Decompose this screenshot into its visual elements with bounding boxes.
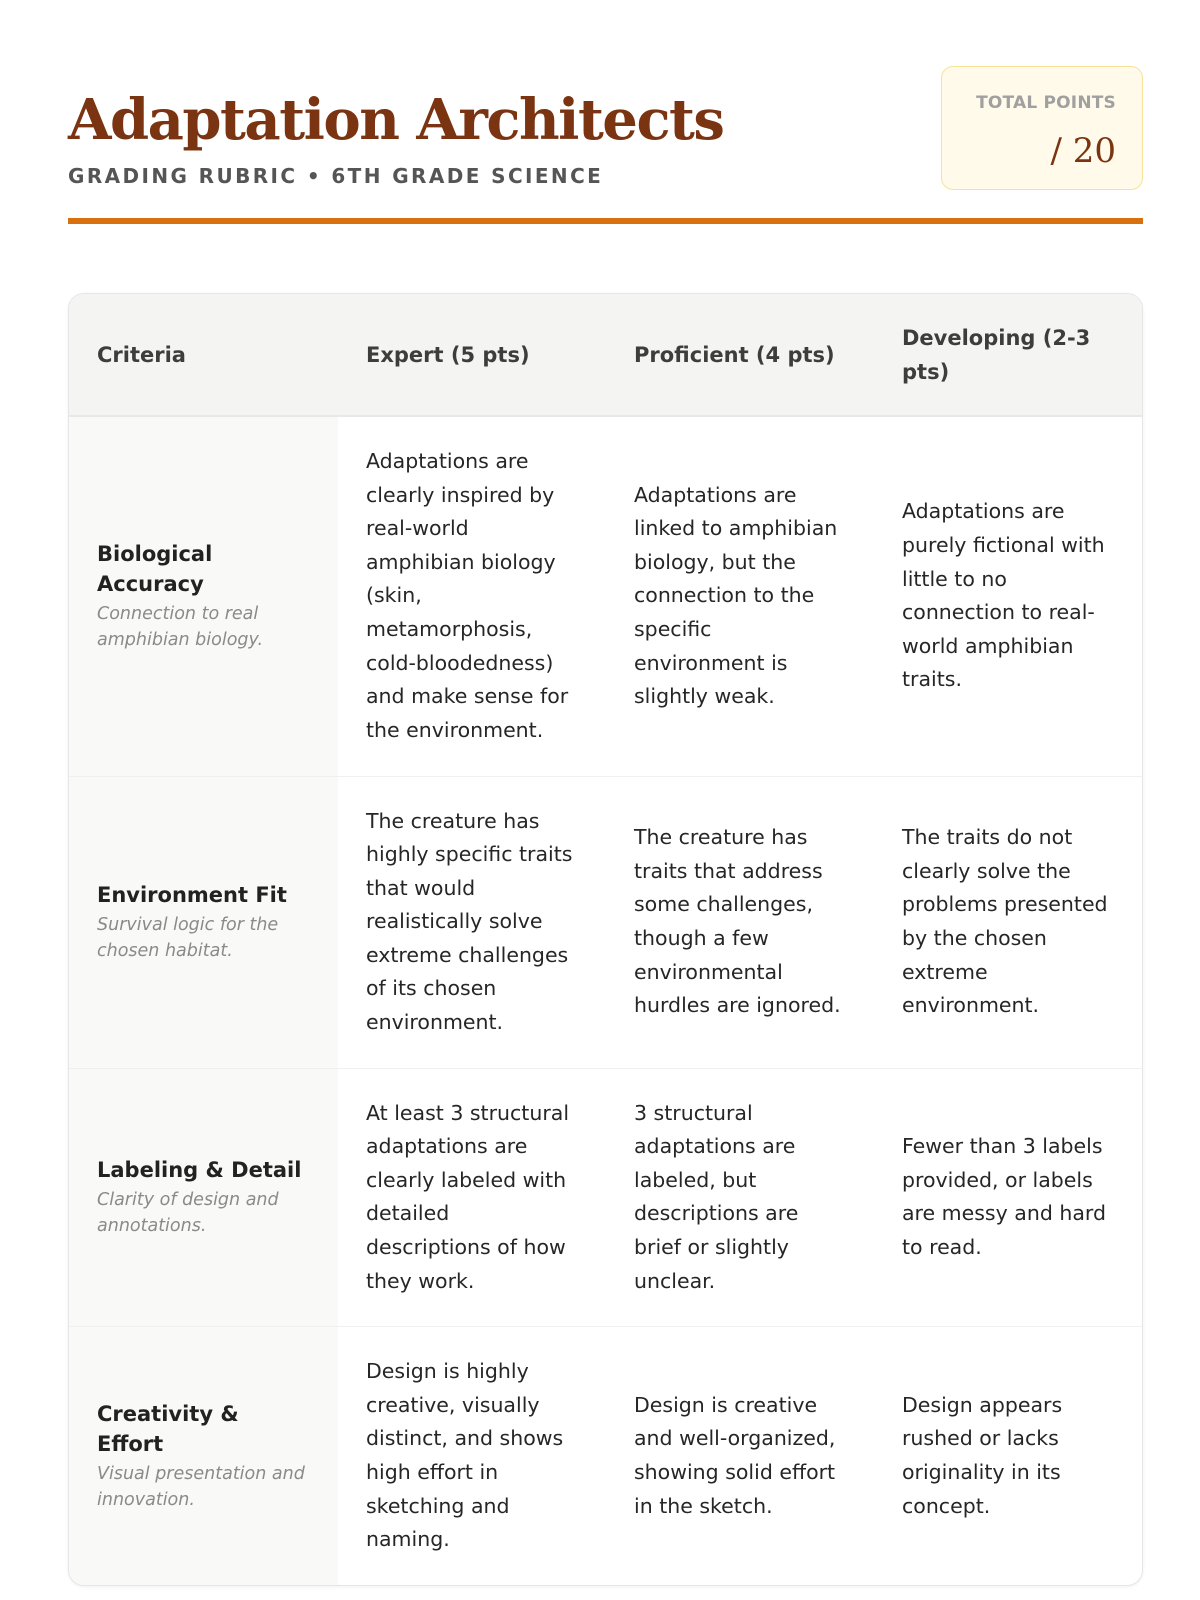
page-subtitle: GRADING RUBRIC • 6TH GRADE SCIENCE	[68, 164, 604, 188]
expert-cell: At least 3 structural adaptations are clearly labeled with detailed descriptions of how they work.	[338, 1068, 606, 1327]
table-row	[69, 1068, 1143, 1327]
criterion-cell	[69, 1327, 338, 1585]
total-points-box	[941, 66, 1143, 190]
total-points-value: / 20	[1050, 131, 1116, 171]
expert-cell: Design is highly creative, visually distinct, and shows high effort in sketching and naming.	[366, 1359, 564, 1552]
table-header-row	[69, 294, 1143, 416]
table-row	[69, 776, 1143, 1068]
criterion-cell	[69, 776, 338, 1068]
total-points-label: TOTAL POINTS	[976, 93, 1116, 113]
criterion-description: Connection to real amphibian biology.	[97, 604, 264, 651]
proficient-cell: Design is creative and well-organized, showing solid effort in the sketch.	[634, 1392, 836, 1518]
developing-cell: Design appears rushed or lacks originality in its concept.	[902, 1392, 1063, 1518]
column-header-developing: Developing (2-3 pts)	[874, 294, 1143, 416]
table-row	[69, 416, 1143, 776]
criterion-description: Survival logic for the chosen habitat.	[97, 915, 279, 962]
criterion-cell	[69, 416, 338, 776]
criterion-name: Biological Accuracy	[97, 542, 213, 597]
page-title: Adaptation Architects	[68, 87, 724, 153]
rubric-table-card	[68, 293, 1143, 1586]
expert-cell: Adaptations are clearly inspired by real-world amphibian biology (skin, metamorphosis, cold-bloodedness) and make sense for the environment.	[338, 416, 606, 776]
criterion-description: Visual presentation and innovation.	[97, 1464, 305, 1510]
column-header-criteria: Criteria	[69, 294, 338, 416]
criterion-cell	[69, 1068, 338, 1327]
criterion-name: Environment Fit	[97, 883, 287, 908]
column-header-expert: Expert (5 pts)	[338, 294, 606, 416]
table-row	[69, 1327, 1143, 1585]
expert-cell: The creature has highly specific traits that would realistically solve extreme challenges of its chosen environment.	[338, 776, 606, 1068]
developing-cell: Adaptations are purely fictional with little to no connection to real-world amphibian traits.	[874, 416, 1143, 776]
criterion-name: Labeling & Detail	[97, 1158, 302, 1183]
developing-cell: Fewer than 3 labels provided, or labels are messy and hard to read.	[874, 1068, 1143, 1327]
page-header	[68, 66, 1143, 226]
proficient-cell: 3 structural adaptations are labeled, but descriptions are brief or slightly unclear.	[606, 1068, 874, 1327]
rubric-table	[69, 294, 1143, 1585]
proficient-cell: The creature has traits that address some challenges, though a few environmental hurdles are ignored.	[606, 776, 874, 1068]
developing-cell: The traits do not clearly solve the problems presented by the chosen extreme environment.	[874, 776, 1143, 1068]
column-header-proficient: Proficient (4 pts)	[606, 294, 874, 416]
header-divider	[68, 218, 1143, 224]
proficient-cell: Adaptations are linked to amphibian biology, but the connection to the specific environment is slightly weak.	[606, 416, 874, 776]
criterion-description: Clarity of design and annotations.	[97, 1190, 279, 1237]
criterion-name: Creativity & Effort	[97, 1402, 239, 1456]
